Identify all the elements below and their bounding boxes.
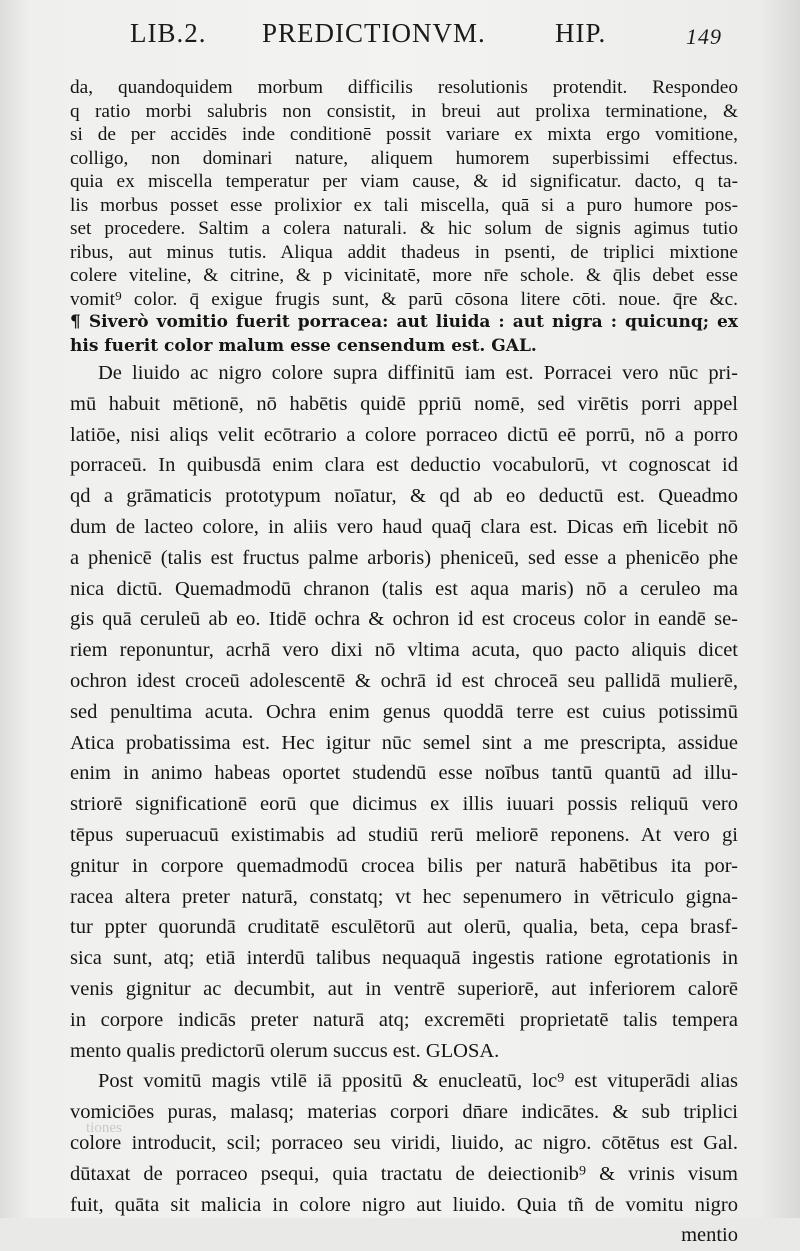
text-line: tur ppter quorundā cruditatē esculētorū aut olerū, qualia, beta, cepa brasf-	[70, 916, 738, 939]
text-line: ochron idest croceū adolescentē & ochrā id est chroceā seu pallidā mulierē,	[70, 669, 738, 692]
page-number: 149	[686, 24, 722, 49]
text-line: enim in animo habeas oportet studendū esse noībus tantū quantū ad illu-	[70, 762, 738, 785]
text-line: set procedere. Saltim a colera naturali. & hic solum de signis agimus tutio	[70, 218, 738, 239]
text-line: vomit⁹ color. q̄ exigue frugis sunt, & parū cōsona litere cōti. noue. q̄re &c.	[70, 288, 738, 310]
text-line: mū habuit mētionē, nō habētis quidē ppriū nomē, sed virētis porri appel	[70, 392, 738, 415]
text-line: tēpus superuacuū existimabis ad studiū rerū meliorē reponens. At vero gi	[70, 823, 738, 846]
text-line: Post vomitū magis vtilē iā ppositū & enucleatū, loc⁹ est vituperādi alias	[98, 1070, 738, 1093]
text-line: De liuido ac nigro colore supra diffinitū iam est. Porracei vero nūc pri-	[98, 362, 738, 384]
running-header	[0, 18, 800, 58]
header-author: HIP.	[555, 18, 607, 48]
text-line: his fuerit color malum esse censendum est. GAL.	[70, 335, 537, 356]
text-line: colligo, non dominari nature, aliquem humorem superbissimi effectus.	[70, 147, 738, 169]
text-line: dūtaxat de porraceo psequi, quia tractatu de deiectionib⁹ & vrinis visum	[70, 1162, 738, 1185]
text-line: vomiciōes puras, malasq; materias corpori dn̄are indicātes. & sub triplici	[70, 1101, 738, 1124]
text-line: lis morbus posset esse prolixior ex tali miscella, quā si a puro humore pos-	[70, 194, 738, 216]
text-line: sica sunt, atq; etiā interdū talibus nequaquā ingestis ratione egrotationis in	[70, 947, 738, 970]
body-text	[70, 76, 738, 1251]
text-line: colore introducit, scil; porraceo seu viridi, liuido, ac nigro. cōtētus est Gal.	[70, 1131, 738, 1154]
text-line: striorē significationē eorū que dicimus ex illis iuuari possis reliquū vero	[70, 793, 738, 816]
text-line: Atica probatissima est. Hec igitur nūc semel sint a me prescripta, assidue	[70, 731, 738, 754]
text-line: racea altera preter naturā, constatq; vt hec sepenumero in vētriculo gigna-	[70, 885, 738, 908]
text-line: riem reponuntur, acrhā vero dixi nō vltima acuta, quo pacto aliquis dicet	[70, 639, 738, 662]
text-line: latiōe, nisi aliqs velit ecōtrario a colore porraceo dictū eē porrū, nō a porro	[70, 423, 738, 446]
bleed-through-text: tiones	[86, 1120, 122, 1136]
text-line: ¶ Siverò vomitio fuerit porracea: aut liuida : aut nigra : quicunq; ex	[70, 312, 738, 332]
text-line: si de per accidēs inde conditionē possit variare ex mixta ergo vomitione,	[70, 124, 738, 145]
text-line: fuit, quāta sit malicia in colore nigro aut liuido. Quia tñ de vomitu nigro	[70, 1193, 738, 1216]
text-line: q ratio morbi salubris non consistit, in breui aut prolixa terminatione, &	[70, 100, 738, 122]
text-line: da, quandoquidem morbum difficilis resolutionis protendit. Respondeo	[70, 77, 738, 98]
text-line: venis gignitur ac decumbit, aut in ventrē superiorē, aut inferiorem calorē	[70, 977, 738, 1000]
text-line: quia ex miscella temperatur per viam cause, & id significatur. dacto, q ta-	[70, 171, 738, 192]
text-line: dum de lacteo colore, in aliis vero haud quaq̄ clara est. Dicas em̄ licebit nō	[70, 515, 738, 538]
text-line: porraceū. In quibusdā enim clara est deductio vocabulorū, vt cognoscat id	[70, 454, 738, 477]
header-title: PREDICTIONVM.	[262, 18, 486, 48]
text-line: nica dictū. Quemadmodū chranon (talis est aqua maris) nō a ceruleo ma	[70, 577, 738, 600]
header-book-label: LIB.2.	[130, 18, 207, 48]
text-line: ribus, aut minus tutis. Aliqua addit thadeus in psenti, de triplici mixtione	[70, 241, 738, 263]
text-line: sed penultima acuta. Ochra enim genus quoddā terre est cuius potissimū	[70, 700, 738, 723]
text-line: qd a grāmaticis prototypum noīatur, & qd ab eo deductū est. Queadmo	[70, 485, 738, 508]
text-line: gnitur in corpore quemadmodū crocea bilis per naturā habētibus ita por-	[70, 854, 738, 877]
text-line: a phenicē (talis est fructus palme arboris) pheniceū, sed esse a phenicēo phe	[70, 546, 738, 569]
text-line: mentio	[681, 1224, 738, 1247]
text-line: mento qualis predictorū olerum succus est. GLOSA.	[70, 1039, 500, 1062]
text-line: in corpore indicās preter naturā atq; excremēti proprietatē talis tempera	[70, 1008, 738, 1031]
text-line: gis quā ceruleū ab eo. Itidē ochra & ochron id est croceus color in eandē se-	[70, 608, 738, 631]
text-line: colere viteline, & citrine, & p vicinitatē, more nr̄e schole. & q̄lis debet esse	[70, 265, 738, 286]
